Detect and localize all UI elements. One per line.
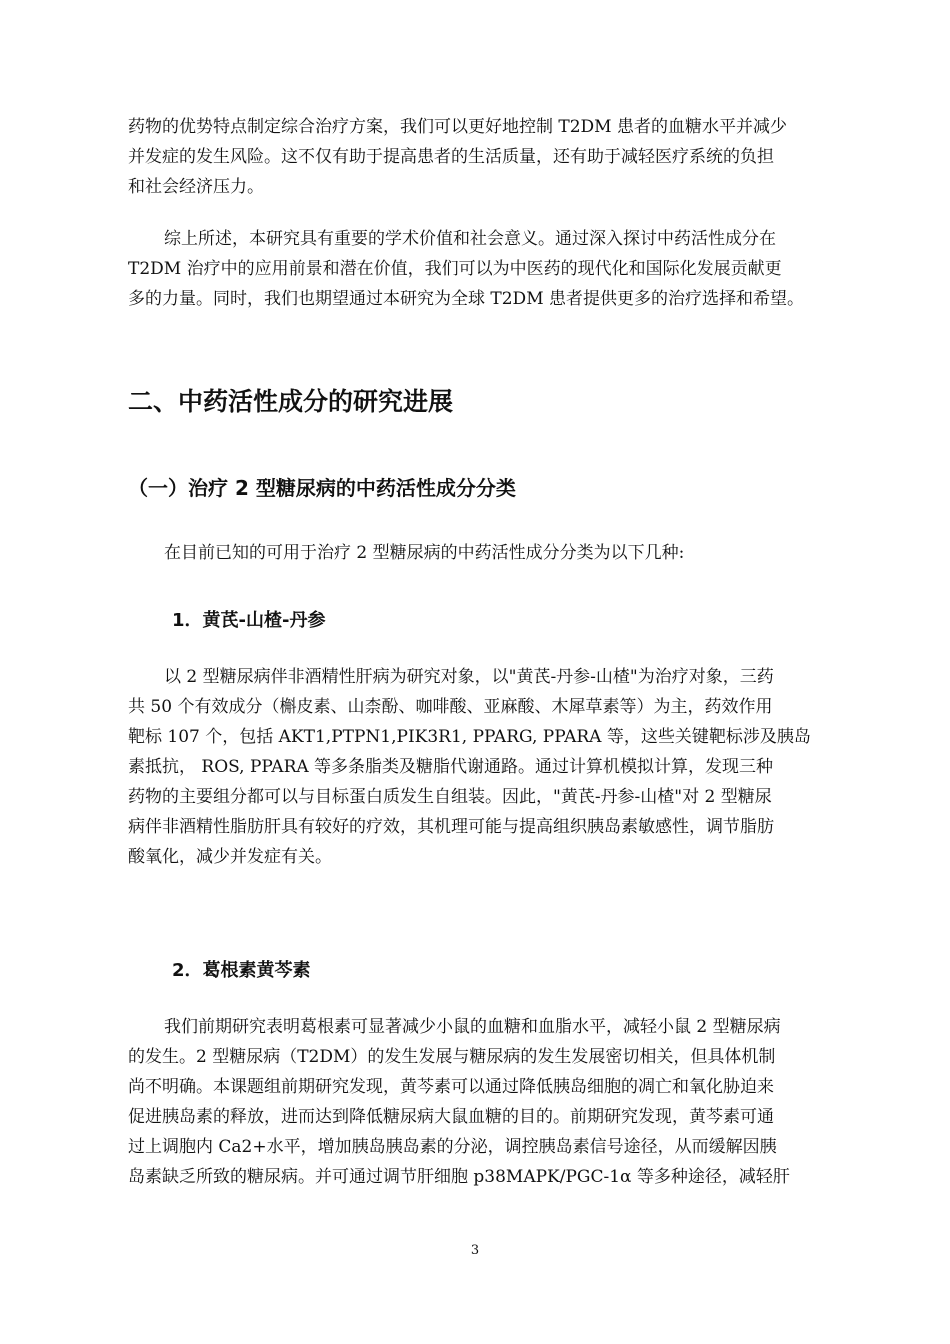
text-line: 促进胰岛素的释放，进而达到降低糖尿病大鼠血糖的目的。前期研究发现，黄芩素可通 (128, 1107, 774, 1127)
text-line: 在目前已知的可用于治疗 2 型糖尿病的中药活性成分分类为以下几种: (164, 543, 685, 563)
page-number: 3 (470, 1243, 480, 1258)
text-line: 和社会经济压力。 (128, 177, 264, 197)
text-line: 靶标 107 个，包括 AKT1,PTPN1,PIK3R1, PPARG, PPARA 等，这些关键靶标涉及胰岛 (128, 727, 811, 747)
text-line: 病伴非酒精性脂肪肝具有较好的疗效，其机理可能与提高组织胰岛素敏感性，调节脂肪 (128, 817, 774, 837)
text-line: 我们前期研究表明葛根素可显著减少小鼠的血糖和血脂水平，减轻小鼠 2 型糖尿病 (164, 1017, 781, 1037)
text-line: 多的力量。同时，我们也期望通过本研究为全球 T2DM 患者提供更多的治疗选择和希望。 (128, 289, 804, 309)
item-heading-huangqi: 1．黄芪-山楂-丹参 (172, 610, 326, 631)
text-line: 酸氧化，减少并发症有关。 (128, 847, 332, 867)
text-line: 岛素缺乏所致的糖尿病。并可通过调节肝细胞 p38MAPK/PGC-1α 等多种途径，减轻肝 (128, 1167, 790, 1187)
text-line: 并发症的发生风险。这不仅有助于提高患者的生活质量，还有助于减轻医疗系统的负担 (128, 147, 774, 167)
text-line: 尚不明确。本课题组前期研究发现，黄芩素可以通过降低胰岛细胞的凋亡和氧化胁迫来 (128, 1077, 774, 1097)
text-line: 共 50 个有效成分（槲皮素、山柰酚、咖啡酸、亚麻酸、木犀草素等）为主，药效作用 (128, 697, 773, 717)
paragraph-summary (128, 224, 858, 314)
text-line: T2DM 治疗中的应用前景和潜在价值，我们可以为中医药的现代化和国际化发展贡献更 (128, 259, 782, 279)
paragraph-intro (128, 538, 858, 568)
paragraph-treatment-plan (128, 112, 858, 202)
item-heading-puerarin: 2．葛根素黄芩素 (172, 960, 311, 981)
text-line: 素抵抗， ROS, PPARA 等多条脂类及糖脂代谢通路。通过计算机模拟计算，发现三种 (128, 757, 774, 777)
section-heading: 二、中药活性成分的研究进展 (128, 387, 454, 416)
paragraph-huangqi (128, 662, 858, 872)
text-line: 药物的主要组分都可以与目标蛋白质发生自组装。因此，"黄芪-丹参-山楂"对 2 型糖尿 (128, 787, 772, 807)
text-line: 的发生。2 型糖尿病（T2DM）的发生发展与糖尿病的发生发展密切相关，但具体机制 (128, 1047, 776, 1067)
paragraph-puerarin (128, 1012, 858, 1192)
text-line: 以 2 型糖尿病伴非酒精性肝病为研究对象，以"黄芪-丹参-山楂"为治疗对象，三药 (164, 667, 774, 687)
text-line: 过上调胞内 Ca2+水平，增加胰岛胰岛素的分泌，调控胰岛素信号途径，从而缓解因胰 (128, 1137, 777, 1157)
subsection-heading: （一）治疗 2 型糖尿病的中药活性成分分类 (128, 476, 516, 500)
text-line: 药物的优势特点制定综合治疗方案，我们可以更好地控制 T2DM 患者的血糖水平并减少 (128, 117, 787, 137)
text-line: 综上所述，本研究具有重要的学术价值和社会意义。通过深入探讨中药活性成分在 (164, 229, 776, 249)
